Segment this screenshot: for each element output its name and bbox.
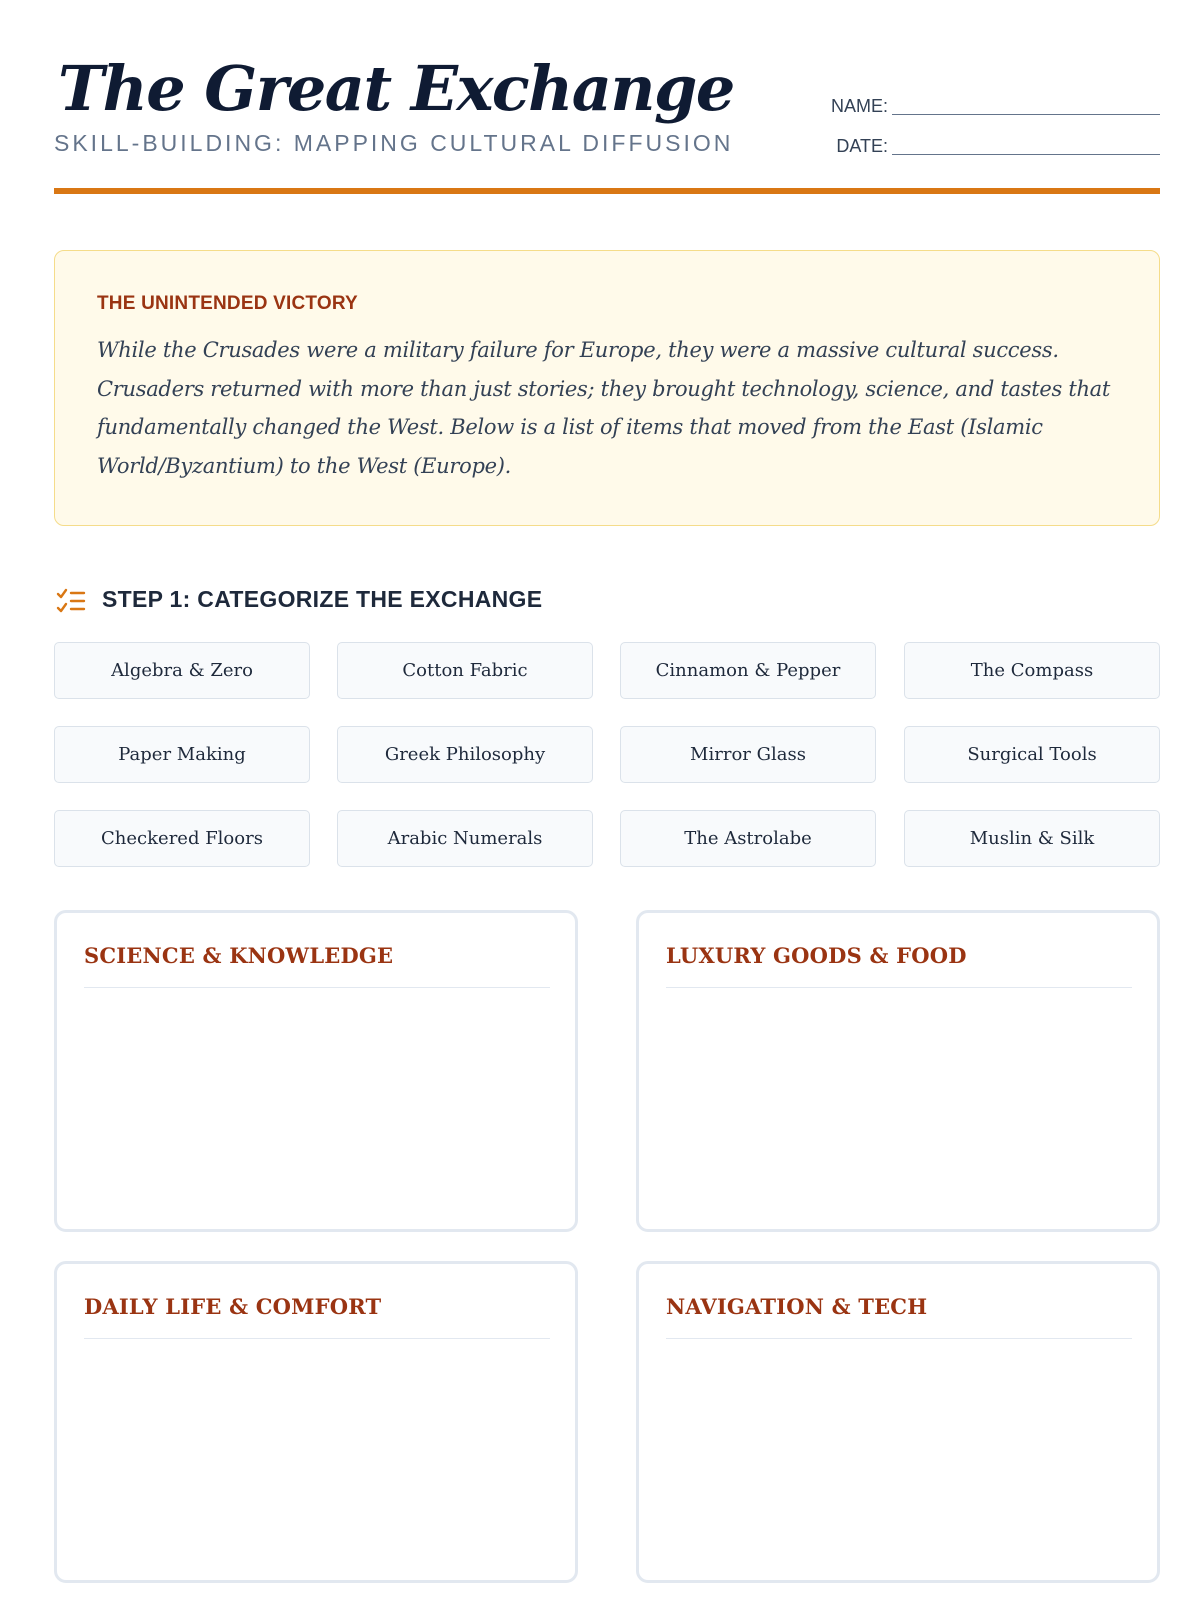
category-title: NAVIGATION & TECH xyxy=(666,1294,928,1319)
category-divider xyxy=(84,1338,550,1339)
name-blank-line[interactable] xyxy=(892,114,1160,115)
exchange-item-chip[interactable]: The Astrolabe xyxy=(620,810,876,867)
category-title: SCIENCE & KNOWLEDGE xyxy=(84,943,394,968)
category-title: LUXURY GOODS & FOOD xyxy=(666,943,967,968)
header-divider xyxy=(54,188,1160,194)
category-divider xyxy=(666,1338,1132,1339)
checklist-icon xyxy=(56,588,86,614)
exchange-item-chip[interactable]: Cinnamon & Pepper xyxy=(620,642,876,699)
exchange-item-chip[interactable]: The Compass xyxy=(904,642,1160,699)
exchange-item-chip[interactable]: Cotton Fabric xyxy=(337,642,593,699)
intro-callout xyxy=(54,250,1160,526)
category-title: DAILY LIFE & COMFORT xyxy=(84,1294,382,1319)
exchange-item-chip[interactable]: Algebra & Zero xyxy=(54,642,310,699)
category-divider xyxy=(666,987,1132,988)
exchange-item-chip[interactable]: Surgical Tools xyxy=(904,726,1160,783)
exchange-item-chip[interactable]: Muslin & Silk xyxy=(904,810,1160,867)
page-subtitle: SKILL-BUILDING: MAPPING CULTURAL DIFFUSION xyxy=(54,130,734,156)
step-1-heading xyxy=(54,582,754,616)
name-label: NAME: xyxy=(830,96,888,116)
name-field[interactable] xyxy=(754,96,1160,124)
intro-text: While the Crusades were a military failure for Europe, they were a massive cultural success. Crusaders returned with more than just stories; they brought technology, science, and tastes that fundamentally changed the West. Below is a list of items that moved from the East (Islamic World/Byzantium) to the West (Europe). xyxy=(97,338,1111,478)
exchange-item-chip[interactable]: Paper Making xyxy=(54,726,310,783)
category-box-navigation[interactable] xyxy=(636,1261,1160,1583)
category-box-daily-life[interactable] xyxy=(54,1261,578,1583)
exchange-item-chip[interactable]: Arabic Numerals xyxy=(337,810,593,867)
exchange-item-chip[interactable]: Greek Philosophy xyxy=(337,726,593,783)
category-divider xyxy=(84,987,550,988)
worksheet-header xyxy=(54,0,1160,195)
date-label: DATE: xyxy=(836,136,888,156)
date-field[interactable] xyxy=(754,136,1160,164)
category-box-science[interactable] xyxy=(54,910,578,1232)
exchange-item-chip[interactable]: Mirror Glass xyxy=(620,726,876,783)
step-1-title: STEP 1: CATEGORIZE THE EXCHANGE xyxy=(102,586,543,612)
date-blank-line[interactable] xyxy=(892,154,1160,155)
page-title: The Great Exchange xyxy=(58,52,734,125)
category-box-luxury[interactable] xyxy=(636,910,1160,1232)
intro-title: THE UNINTENDED VICTORY xyxy=(97,293,358,314)
exchange-item-chip[interactable]: Checkered Floors xyxy=(54,810,310,867)
